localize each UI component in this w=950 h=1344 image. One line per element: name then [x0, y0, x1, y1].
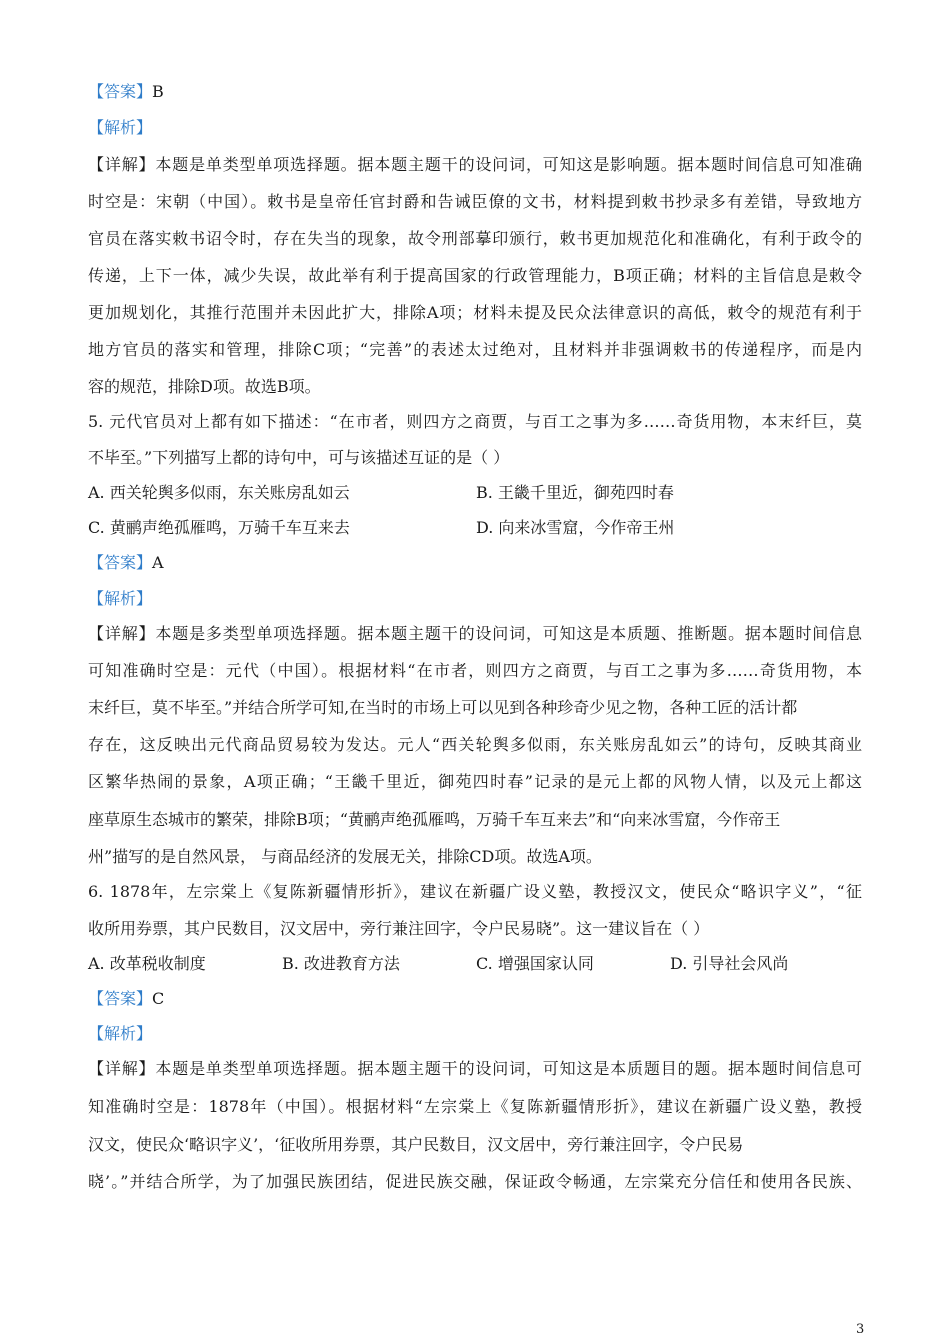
q5-analysis-tag: 【解析】 — [88, 589, 153, 608]
answer-value: A — [152, 553, 164, 572]
q5-detail-line — [88, 624, 862, 644]
q5-stem-line: 不毕至。”下列描写上都的诗句中，可与该描述互证的是（ ） — [88, 448, 510, 467]
answer-value: B — [152, 82, 164, 101]
detail-text: 本题是多类型单项选择题。据本题主题干的设问词，可知这是本质题、推断题。据本题时间信息 — [155, 624, 862, 643]
q4-detail-line: 容的规范，排除D项。故选B项。 — [88, 377, 321, 396]
answer-tag: 【答案】 — [88, 553, 153, 572]
q6-detail-line — [88, 1059, 862, 1079]
q4-detail-line: 地方官员的落实和管理，排除C项；“完善”的表述太过绝对，且材料并非强调敕书的传递程序，而是内 — [88, 340, 862, 359]
q5-detail-line: 州”描写的是自然风景， 与商品经济的发展无关，排除CD项。故选A项。 — [88, 847, 602, 866]
page-number: 3 — [856, 1322, 865, 1337]
q4-detail-line: 官员在落实敕书诏令时，存在失当的现象，故令刑部摹印颁行，敕书更加规范化和准确化，有利于政令的 — [88, 229, 862, 248]
detail-text: 本题是单类型单项选择题。据本题主题干的设问词，可知这是本质题目的题。据本题时间信息可 — [155, 1059, 862, 1078]
q4-detail-line: 传递，上下一体，减少失误，故此举有利于提高国家的行政管理能力，B项正确；材料的主旨信息是敕令 — [88, 266, 862, 285]
q6-option-c: C. 增强国家认同 — [476, 954, 594, 973]
q6-answer-line — [88, 989, 164, 1009]
q4-detail-line — [88, 155, 862, 175]
q5-detail-line: 座草原生态城市的繁荣，排除B项；“黄鹂声绝孤雁鸣，万骑千车互来去”和“向来冰雪窟，今作帝王 — [88, 810, 781, 829]
answer-tag: 【答案】 — [88, 989, 153, 1008]
q4-analysis-tag: 【解析】 — [88, 118, 153, 137]
q6-detail-line: 晓’。”并结合所学，为了加强民族团结，促进民族交融，保证政令畅通，左宗棠充分信任和使用各民族、 — [88, 1172, 862, 1191]
q5-detail-line: 区繁华热闹的景象，A项正确；“王畿千里近，御苑四时春”记录的是元上都的风物人情，以及元上都这 — [88, 772, 862, 791]
q5-detail-line: 可知准确时空是：元代（中国）。根据材料“在市者，则四方之商贾，与百工之事为多……奇货用物，本 — [88, 661, 862, 680]
answer-value: C — [152, 989, 165, 1008]
answer-tag: 【答案】 — [88, 82, 153, 101]
q6-stem-line: 收所用券票，其户民数目，汉文居中，旁行兼注回字，令户民易晓”。这一建议旨在（ ） — [88, 919, 710, 938]
detail-tag: 【详解】 — [88, 624, 156, 643]
q4-answer-line — [88, 82, 164, 102]
q5-option-d: D. 向来冰雪窟，今作帝王州 — [476, 518, 675, 537]
detail-text: 本题是单类型单项选择题。据本题主题干的设问词，可知这是影响题。据本题时间信息可知准确 — [155, 155, 862, 174]
q5-detail-line: 存在，这反映出元代商品贸易较为发达。元人“西关轮舆多似雨，东关账房乱如云”的诗句，反映其商业 — [88, 735, 862, 754]
q5-answer-line — [88, 553, 164, 573]
q6-analysis-tag: 【解析】 — [88, 1024, 153, 1043]
q6-detail-line: 汉文，使民众‘略识字义’，‘征收所用券票，其户民数目，汉文居中，旁行兼注回字，令户民易 — [88, 1135, 744, 1154]
q5-option-a: A. 西关轮舆多似雨，东关账房乱如云 — [88, 483, 350, 502]
detail-tag: 【详解】 — [88, 155, 156, 174]
q5-detail-line: 末纤巨，莫不毕至。”并结合所学可知,在当时的市场上可以见到各种珍奇少见之物，各种工匠的活计都 — [88, 698, 798, 717]
q5-stem-line: 5. 元代官员对上都有如下描述：“在市者，则四方之商贾，与百工之事为多……奇货用物，本末纤巨，莫 — [88, 412, 862, 431]
q6-option-b: B. 改进教育方法 — [282, 954, 400, 973]
q6-stem-line: 6. 1878年，左宗棠上《复陈新疆情形折》，建议在新疆广设义塾，教授汉文，使民众“略识字义”，“征 — [88, 882, 862, 901]
q4-detail-line: 更加规划化，其推行范围并未因此扩大，排除A项；材料未提及民众法律意识的高低，敕令的规范有利于 — [88, 303, 862, 322]
detail-tag: 【详解】 — [88, 1059, 156, 1078]
q6-option-d: D. 引导社会风尚 — [670, 954, 789, 973]
q4-detail-line: 时空是：宋朝（中国）。敕书是皇帝任官封爵和告诫臣僚的文书，材料提到敕书抄录多有差错，导致地方 — [88, 192, 862, 211]
q5-option-b: B. 王畿千里近，御苑四时春 — [476, 483, 674, 502]
q6-detail-line: 知准确时空是：1878年（中国）。根据材料“左宗棠上《复陈新疆情形折》，建议在新疆广设义塾，教授 — [88, 1097, 862, 1116]
q6-option-a: A. 改革税收制度 — [88, 954, 206, 973]
q5-option-c: C. 黄鹂声绝孤雁鸣，万骑千车互来去 — [88, 518, 350, 537]
